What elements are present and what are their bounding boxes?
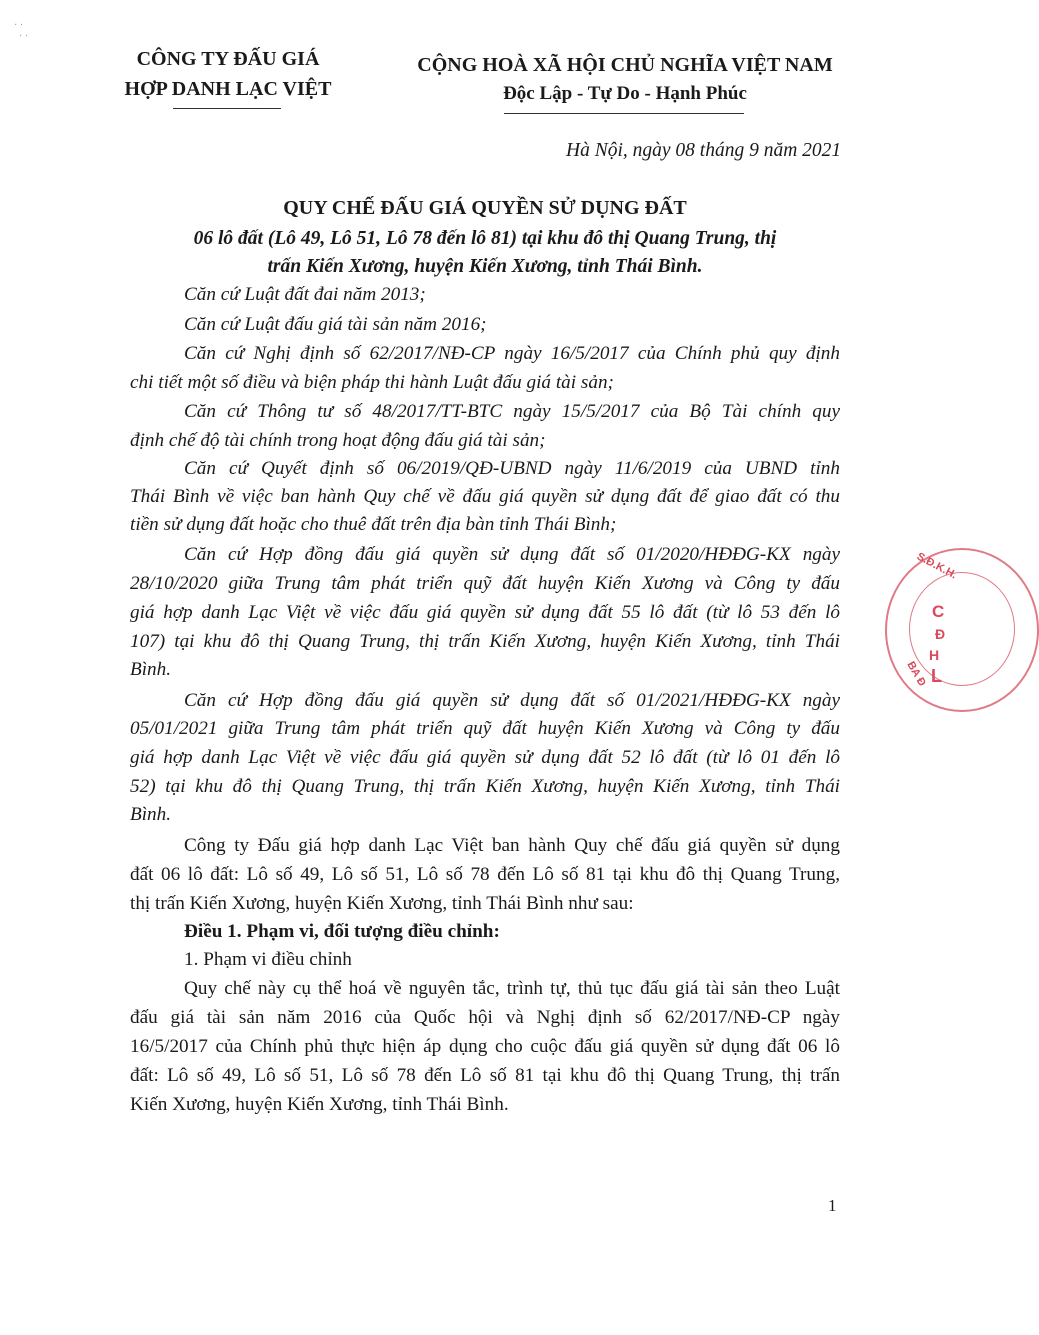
national-title: CỘNG HOÀ XÃ HỘI CHỦ NGHĨA VIỆT NAM (417, 54, 833, 76)
basis-land-law: Căn cứ Luật đất đai năm 2013; (184, 284, 426, 305)
basis-contract2020-line5: Bình. (130, 659, 172, 680)
article-1-heading: Điều 1. Phạm vi, đối tượng điều chỉnh: (184, 921, 500, 942)
scope-text-line1: Quy chế này cụ thể hoá về nguyên tắc, trình tự, thủ tục đấu giá tài sản theo Luật (184, 978, 840, 999)
company-seal-stamp (885, 548, 1039, 712)
basis-contract2020-line3: giá hợp danh Lạc Việt về việc đấu giá quyền sử dụng đất 55 lô đất (từ lô 53 đến lô (130, 602, 840, 623)
date-line: Hà Nội, ngày 08 tháng 9 năm 2021 (566, 140, 842, 161)
basis-contract2021-line1: Căn cứ Hợp đồng đấu giá quyền sử dụng đất số 01/2021/HĐĐG-KX ngày (184, 690, 840, 711)
stamp-letter-1: C (932, 602, 945, 621)
scan-specks: · · · · (14, 20, 29, 42)
basis-contract2020-line4: 107) tại khu đô thị Quang Trung, thị trấn Kiến Xương, huyện Kiến Xương, tỉnh Thái (130, 631, 840, 652)
issuance-line2: đất 06 lô đất: Lô số 49, Lô số 51, Lô số 78 đến Lô số 81 tại khu đô thị Quang Trung, (130, 864, 840, 885)
basis-auction-law: Căn cứ Luật đấu giá tài sản năm 2016; (184, 314, 487, 335)
basis-contract2020-line1: Căn cứ Hợp đồng đấu giá quyền sử dụng đất số 01/2020/HĐĐG-KX ngày (184, 544, 840, 565)
basis-contract2021-line2: 05/01/2021 giữa Trung tâm phát triển quỹ đất huyện Kiến Xương và Công ty đấu (130, 718, 840, 739)
basis-contract2021-line3: giá hợp danh Lạc Việt về việc đấu giá quyền sử dụng đất 52 lô đất (từ lô 01 đến lô (130, 747, 840, 768)
document-subtitle-line2: trấn Kiến Xương, huyện Kiến Xương, tỉnh Thái Bình. (267, 256, 703, 277)
stamp-ring-text: S.Đ.K.H. (914, 550, 959, 582)
motto-underline (504, 113, 744, 114)
document-subtitle-line1: 06 lô đất (Lô 49, Lô 51, Lô 78 đến lô 81) tại khu đô thị Quang Trung, thị (193, 228, 777, 249)
company-name-line2: HỢP DANH LẠC VIỆT (124, 78, 332, 100)
scope-text-line4: đất: Lô số 49, Lô số 51, Lô số 78 đến Lô số 81 tại khu đô thị Quang Trung, thị trấn (130, 1065, 840, 1086)
page-number: 1 (828, 1196, 837, 1215)
basis-contract2021-line4: 52) tại khu đô thị Quang Trung, thị trấn Kiến Xương, huyện Kiến Xương, tỉnh Thái (130, 776, 840, 797)
scope-heading: 1. Phạm vi điều chỉnh (184, 949, 352, 970)
stamp-bottom-text: BA Đ (904, 659, 929, 689)
stamp-letter-4: L (931, 666, 942, 686)
basis-decision-line2: Thái Bình về việc ban hành Quy chế về đấu giá quyền sử dụng đất để giao đất có thu (130, 486, 840, 507)
scope-text-line5: Kiến Xương, huyện Kiến Xương, tỉnh Thái Bình. (130, 1094, 509, 1115)
company-name-line1: CÔNG TY ĐẤU GIÁ (136, 48, 320, 70)
basis-circular-line2: định chế độ tài chính trong hoạt động đấu giá tài sản; (130, 430, 546, 451)
basis-contract2021-line5: Bình. (130, 804, 172, 825)
scope-text-line2: đấu giá tài sản năm 2016 của Quốc hội và Nghị định số 62/2017/NĐ-CP ngày (130, 1007, 840, 1028)
document-title: QUY CHẾ ĐẤU GIÁ QUYỀN SỬ DỤNG ĐẤT (283, 197, 687, 219)
stamp-letter-2: Đ (935, 626, 946, 642)
basis-decision-line3: tiền sử dụng đất hoặc cho thuê đất trên địa bàn tỉnh Thái Bình; (130, 514, 617, 535)
basis-circular-line1: Căn cứ Thông tư số 48/2017/TT-BTC ngày 15/5/2017 của Bộ Tài chính quy (184, 401, 840, 422)
scope-text-line3: 16/5/2017 của Chính phủ thực hiện áp dụng cho cuộc đấu giá quyền sử dụng đất 06 lô (130, 1036, 840, 1057)
basis-contract2020-line2: 28/10/2020 giữa Trung tâm phát triển quỹ đất huyện Kiến Xương và Công ty đấu (130, 573, 840, 594)
company-underline (173, 108, 281, 109)
national-motto: Độc Lập - Tự Do - Hạnh Phúc (503, 83, 747, 104)
basis-decree-line1: Căn cứ Nghị định số 62/2017/NĐ-CP ngày 16/5/2017 của Chính phủ quy định (184, 343, 840, 364)
basis-decision-line1: Căn cứ Quyết định số 06/2019/QĐ-UBND ngày 11/6/2019 của UBND tỉnh (184, 458, 840, 479)
stamp-letter-3: H (929, 647, 940, 663)
issuance-line1: Công ty Đấu giá hợp danh Lạc Việt ban hành Quy chế đấu giá quyền sử dụng (184, 835, 840, 856)
issuance-line3: thị trấn Kiến Xương, huyện Kiến Xương, tỉnh Thái Bình như sau: (130, 893, 634, 914)
basis-decree-line2: chi tiết một số điều và biện pháp thi hành Luật đấu giá tài sản; (130, 372, 614, 393)
